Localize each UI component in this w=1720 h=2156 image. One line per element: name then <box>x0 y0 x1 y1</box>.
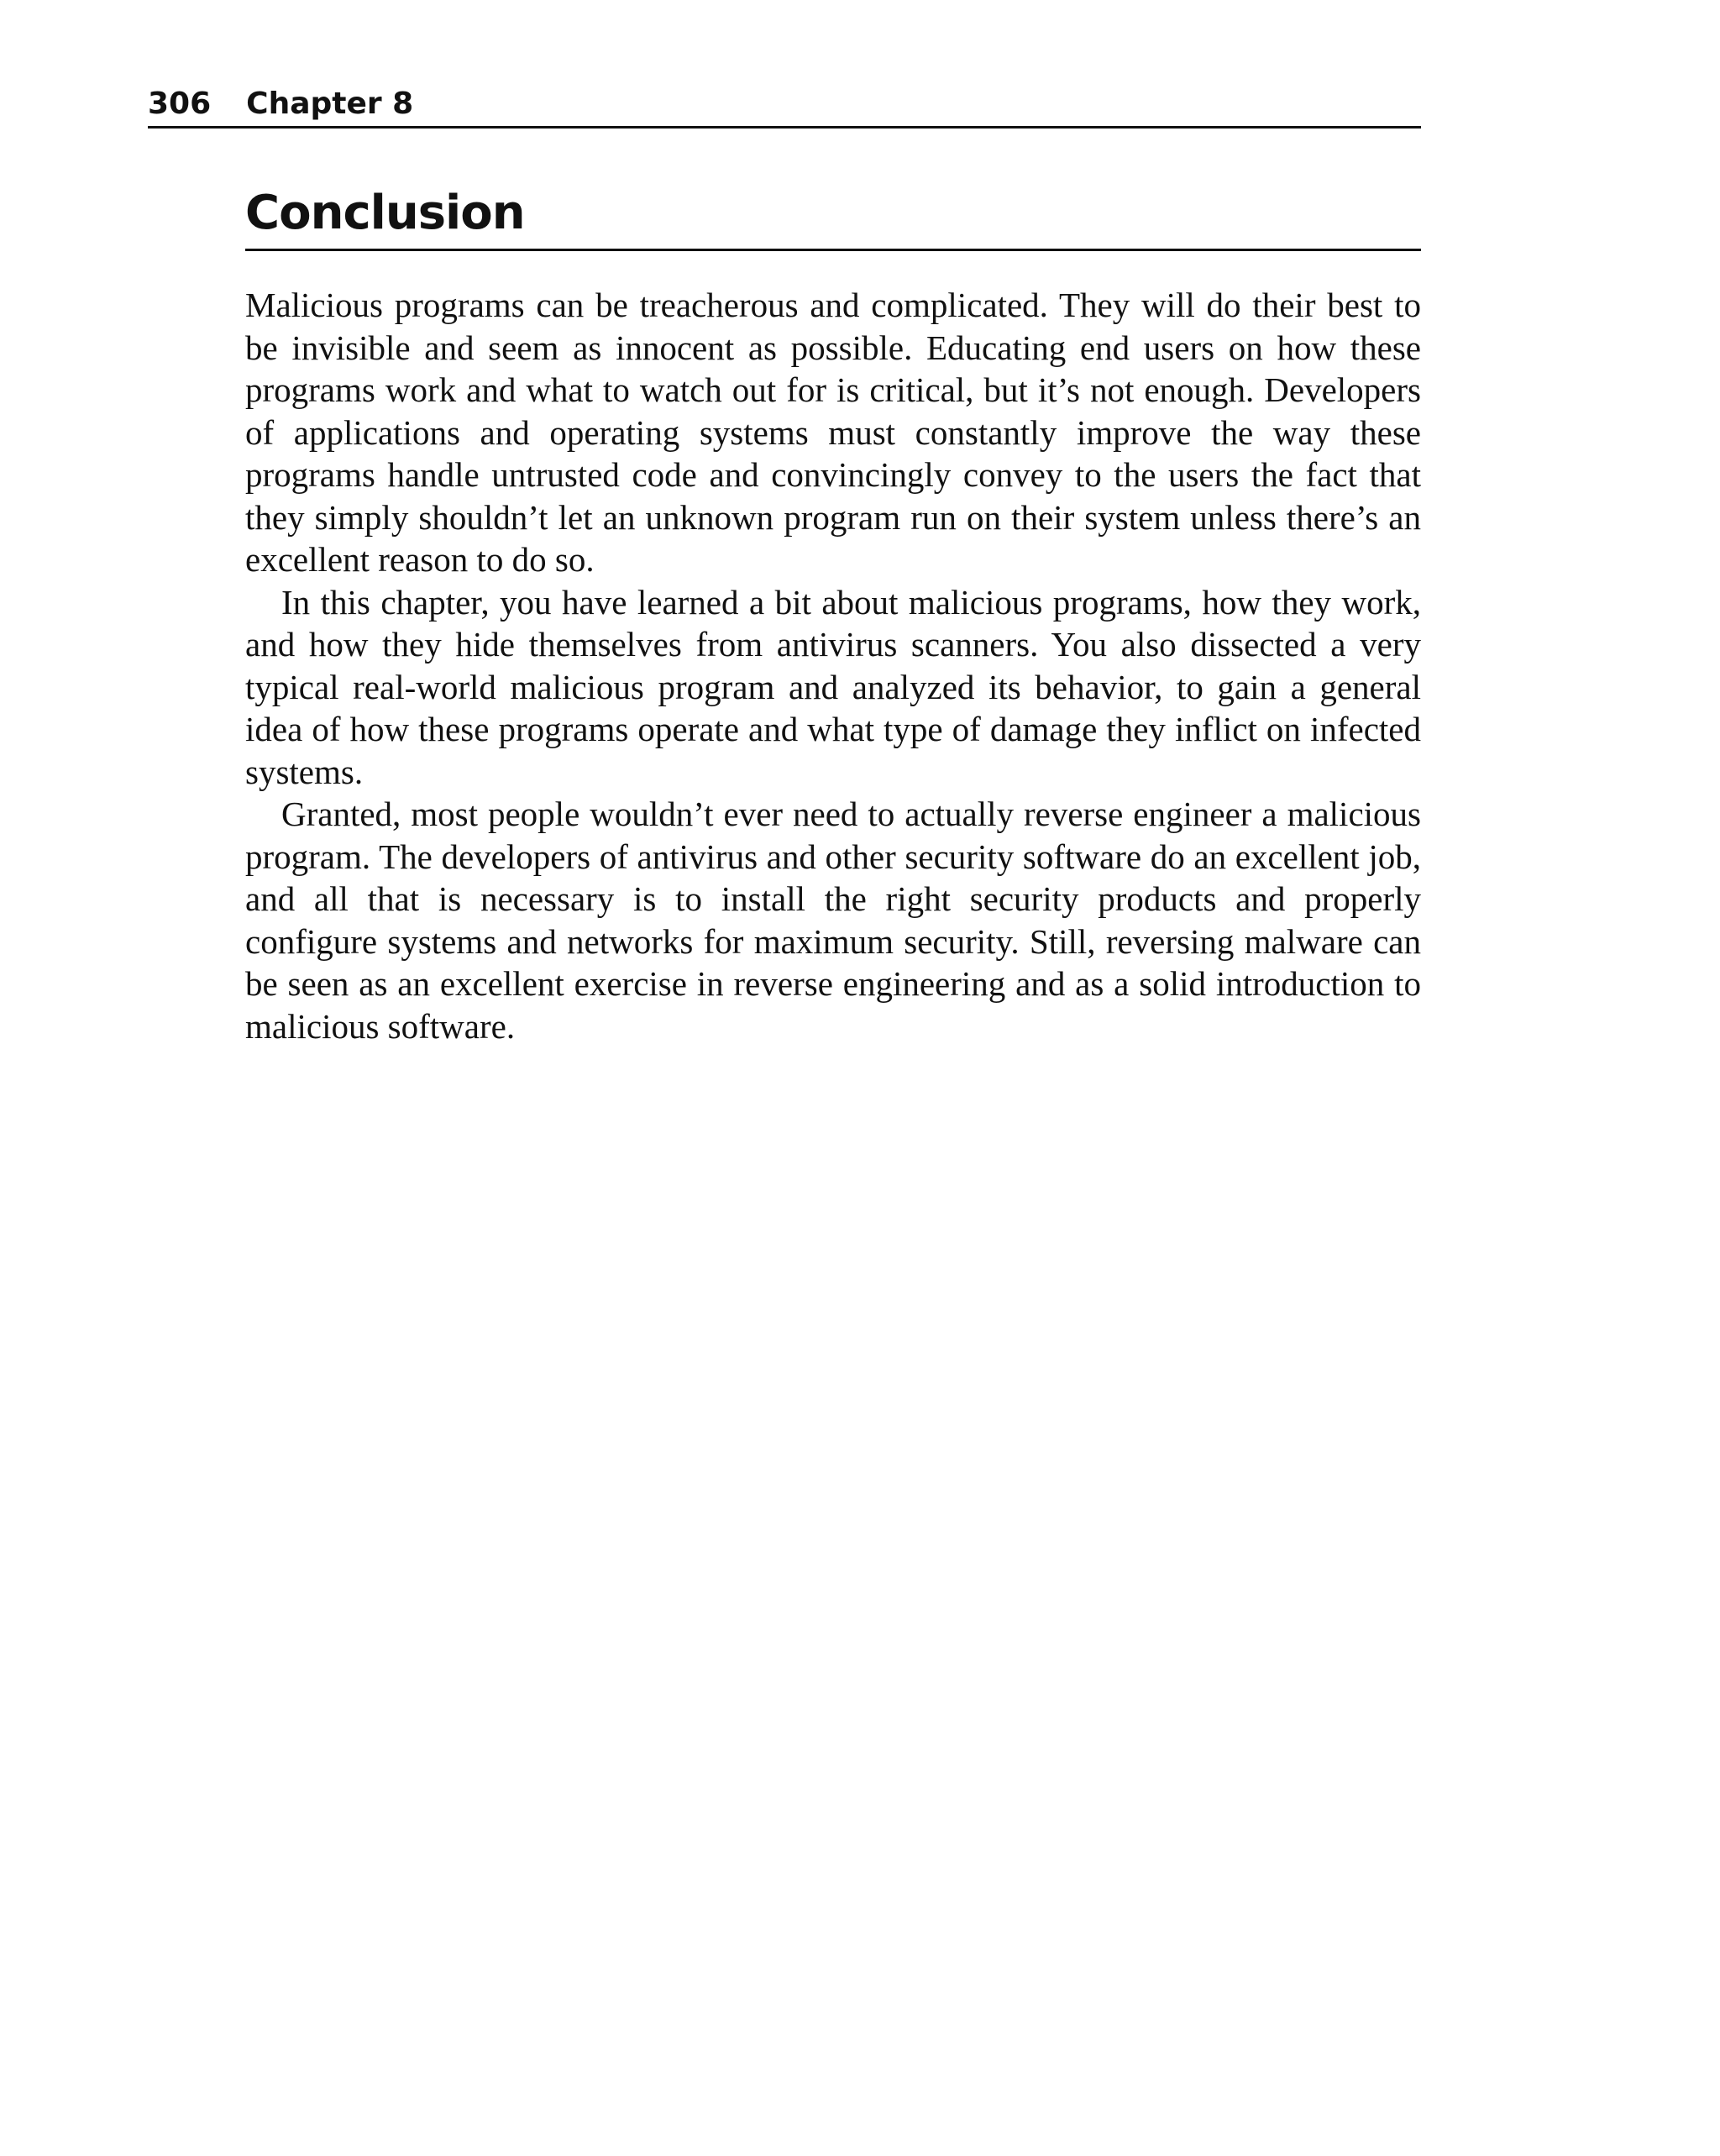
running-head <box>148 82 1421 129</box>
paragraph-1: Malicious programs can be treacherous and complicated. They will do their best to be invisible and seem as innocent as possible. Educating end users on how these programs work and what to watch out for is critical, but it’s not enough. Developers of applications and operating systems must constantly improve the way these programs handle untrusted code and convincingly convey to the users the fact that they simply shouldn’t let an unknown program run on their system unless there’s an excellent reason to do so. <box>245 286 1421 579</box>
chapter-label: Chapter 8 <box>246 87 414 121</box>
paragraph-2: In this chapter, you have learned a bit about malicious programs, how they work, and how they hide themselves from antivirus scanners. You also dissected a very typical real-world malicious program and analyzed its behavior, to gain a general idea of how these programs operate and what type of damage they inflict on infected systems. <box>245 582 1421 791</box>
page-number: 306 <box>148 87 212 121</box>
section-title: Conclusion <box>245 178 1421 251</box>
body-text <box>245 284 1421 1047</box>
paragraph-3: Granted, most people wouldn’t ever need to actually reverse engineer a malicious program. The developers of antivirus and other security software do an excellent job, and all that is necessary is to install the right security products and properly configure systems and networks for maximum security. Still, reversing malware can be seen as an excellent exercise in reverse engineering and as a solid introduction to malicious software. <box>245 795 1421 1046</box>
